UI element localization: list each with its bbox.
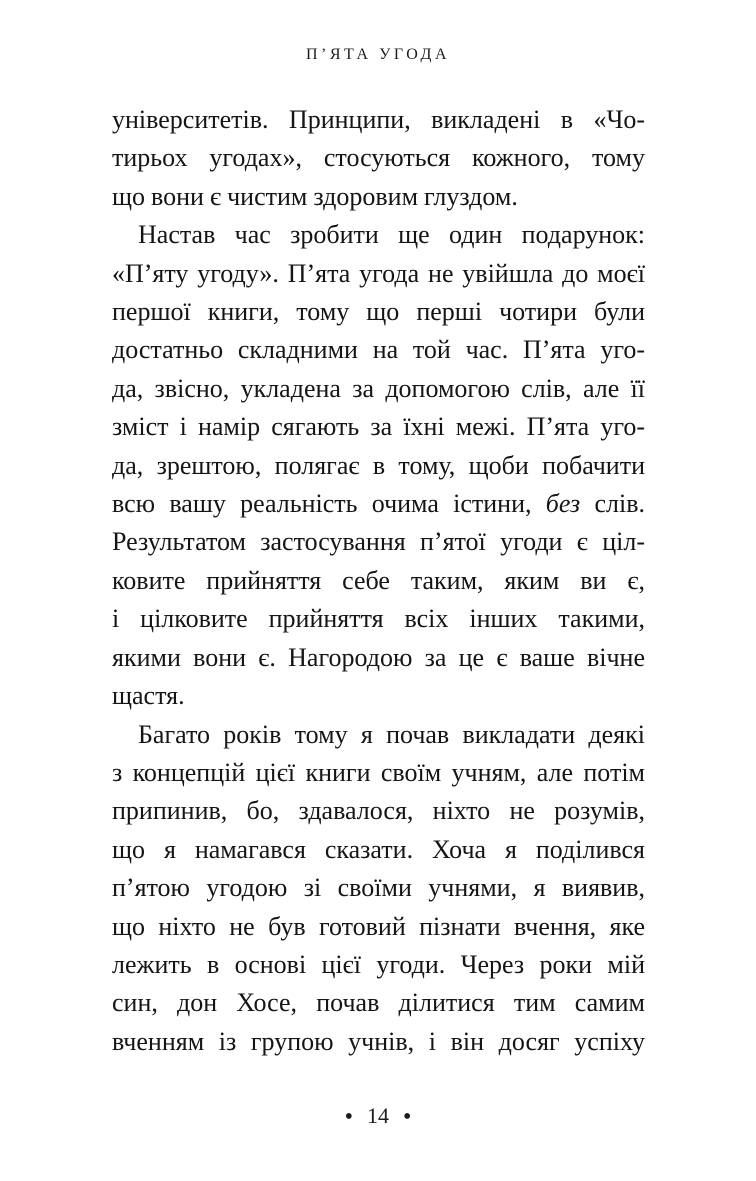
text-segment: з концепцій цієї книги своїм учням, але потім xyxy=(112,757,645,787)
page-number: 14 xyxy=(367,1103,389,1128)
text-line xyxy=(112,869,645,907)
text-line xyxy=(112,485,645,523)
text-line xyxy=(112,178,645,216)
text-segment: якими вони є. Нагородою за це є ваше вічне xyxy=(112,642,645,672)
text-segment: Результатом застосування п’ятої угоди є ціл- xyxy=(112,527,645,557)
text-line xyxy=(112,255,645,293)
text-segment: слів. xyxy=(580,489,645,519)
text-segment: припинив, бо, здавалося, ніхто не розумів, xyxy=(112,796,645,826)
text-segment: зміст і намір сягають за їхні межі. П’ята уго- xyxy=(112,412,645,442)
text-line xyxy=(112,139,645,177)
text-line xyxy=(112,677,645,715)
text-segment: всю вашу реальність очима істини, xyxy=(112,489,546,519)
text-line xyxy=(112,792,645,830)
text-segment: вченням із групою учнів, і він досяг успіху xyxy=(112,1026,645,1056)
text-line xyxy=(112,639,645,677)
text-line xyxy=(112,523,645,561)
text-line xyxy=(112,331,645,369)
text-segment: ковите прийняття себе таким, яким ви є, xyxy=(112,565,645,595)
text-segment: першої книги, тому що перші чотири були xyxy=(112,297,645,327)
text-line xyxy=(112,101,645,139)
text-segment: щастя. xyxy=(112,681,185,711)
text-segment: да, звісно, укладена за допомогою слів, але її xyxy=(112,373,645,403)
text-segment: що вони є чистим здоровим глуздом. xyxy=(112,181,518,211)
body-text xyxy=(112,101,645,1061)
text-line xyxy=(112,754,645,792)
text-line xyxy=(112,831,645,869)
text-line xyxy=(112,562,645,600)
footer-dot-left: • xyxy=(344,1104,353,1130)
text-line xyxy=(112,293,645,331)
text-segment: університетів. Принципи, викладені в «Чо- xyxy=(112,105,645,134)
text-segment: лежить в основі цієї угоди. Через роки мій xyxy=(112,949,645,979)
text-segment: син, дон Хосе, почав ділитися тим самим xyxy=(112,988,645,1018)
text-line xyxy=(112,447,645,485)
text-segment: Настав час зробити ще один подарунок: xyxy=(138,220,645,250)
text-segment: достатньо складними на той час. П’ята уго- xyxy=(112,335,645,365)
text-line xyxy=(112,1023,645,1061)
text-line xyxy=(112,908,645,946)
text-segment: «П’яту угоду». П’ята угода не увійшла до моєї xyxy=(112,258,645,288)
text-segment: що ніхто не був готовий пізнати вчення, яке xyxy=(112,911,645,941)
italic-text-segment: без xyxy=(545,489,581,519)
text-line xyxy=(112,408,645,446)
text-segment: Багато років тому я почав викладати деякі xyxy=(138,719,645,749)
text-segment: що я намагався сказати. Хоча я поділився xyxy=(112,834,645,864)
text-line xyxy=(112,984,645,1022)
text-line xyxy=(112,946,645,984)
text-segment: п’ятою угодою зі своїми учнями, я виявив, xyxy=(112,873,645,903)
text-segment: да, зрештою, полягає в тому, щоби побачити xyxy=(112,450,645,480)
text-line xyxy=(112,370,645,408)
running-head: П’ЯТА УГОДА xyxy=(306,46,450,63)
text-segment: і цілковите прийняття всіх інших такими, xyxy=(112,604,645,634)
page-footer xyxy=(0,1103,756,1131)
text-line xyxy=(112,716,645,754)
footer-dot-right: • xyxy=(403,1104,412,1130)
text-segment: тирьох угодах», стосуються кожного, тому xyxy=(112,143,645,173)
text-line xyxy=(112,216,645,254)
text-line xyxy=(112,600,645,638)
